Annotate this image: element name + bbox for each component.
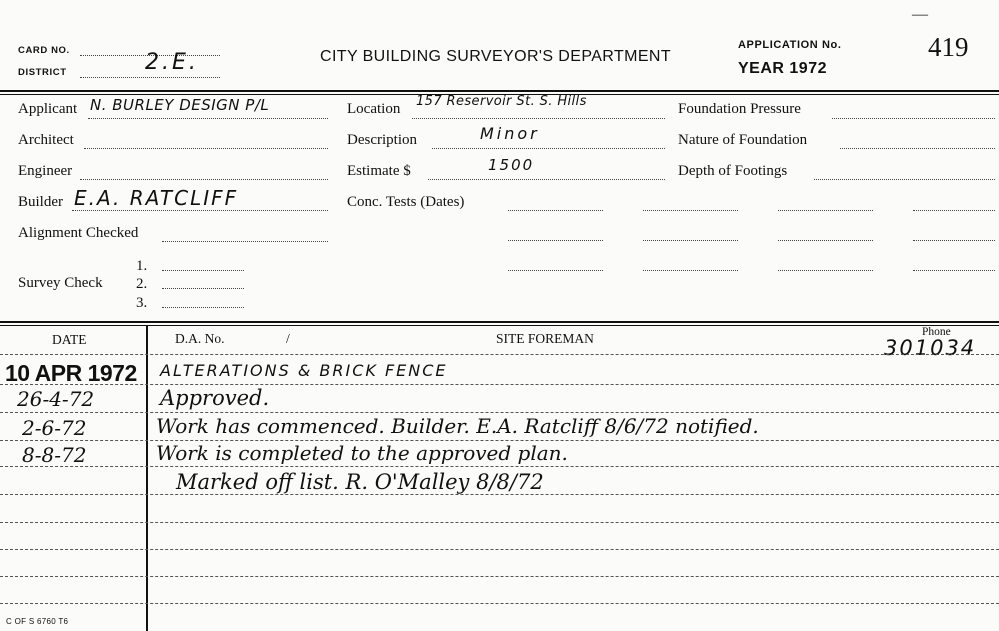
alignment-label: Alignment Checked [18,225,139,241]
engineer-label: Engineer [18,163,73,179]
builder-label: Builder [18,194,63,210]
nature-foundation-label: Nature of Foundation [678,132,808,148]
entry-text-2: Approved. [160,386,270,410]
phone-label: Phone [922,326,951,338]
table-row-rule-5 [0,494,999,495]
depth-footings-label: Depth of Footings [678,163,788,179]
entry-date-2: 26-4-72 [17,387,95,411]
estimate-value: 1500 [488,156,535,174]
table-row-rule-4 [0,466,999,467]
conc-test-r2c1[interactable] [508,240,603,241]
year-label: YEAR 1972 [738,60,827,77]
table-divider-thin [0,325,999,326]
department-title: CITY BUILDING SURVEYOR'S DEPARTMENT [320,48,672,65]
phone-value: 301034 [884,336,977,360]
description-field[interactable] [432,148,665,149]
application-label: APPLICATION No. [738,39,842,51]
district-label: DISTRICT [18,67,67,78]
table-row-rule-7 [0,549,999,550]
date-column-rule [146,326,148,631]
applicant-label: Applicant [18,101,78,117]
conc-test-r3c1[interactable] [508,270,603,271]
table-divider [0,321,999,323]
engineer-field[interactable] [80,179,328,180]
date-header: DATE [52,332,87,347]
foundation-pressure-label: Foundation Pressure [678,101,801,117]
conc-tests-label: Conc. Tests (Dates) [347,194,465,210]
location-field[interactable] [412,118,665,119]
depth-footings-field[interactable] [814,179,995,180]
applicant-value: N. BURLEY DESIGN P/L [90,96,270,114]
foundation-pressure-field[interactable] [832,118,995,119]
entry-text-5: Marked off list. R. O'Malley 8/8/72 [176,470,544,494]
application-dash: — [912,6,928,23]
da-header: D.A. No. [175,331,225,346]
conc-test-r1c2[interactable] [643,210,738,211]
table-row-rule-9 [0,603,999,604]
entry-date-1: 10 APR 1972 [5,360,137,386]
description-label: Description [347,132,417,148]
form-code: C OF S 6760 T6 [6,617,69,626]
application-number: 419 [928,32,969,62]
conc-test-r1c3[interactable] [778,210,873,211]
conc-test-r1c4[interactable] [913,210,995,211]
architect-field[interactable] [84,148,328,149]
builder-field[interactable] [72,210,328,211]
survey-field-2[interactable] [162,288,244,289]
conc-test-r3c2[interactable] [643,270,738,271]
table-row-rule-6 [0,522,999,523]
survey-field-1[interactable] [162,270,244,271]
location-label: Location [347,101,401,117]
table-header-rule [0,354,999,355]
header-divider [0,90,999,92]
entry-text-1: ALTERATIONS & BRICK FENCE [160,361,448,380]
survey-item-2: 2. [136,276,148,292]
description-value: Minor [480,124,540,143]
table-row-rule-1 [0,384,999,385]
table-row-rule-8 [0,576,999,577]
card-no-label: CARD NO. [18,45,70,56]
site-foreman-header: SITE FOREMAN [496,331,594,346]
table-row-rule-2 [0,412,999,413]
conc-test-r2c4[interactable] [913,240,995,241]
builder-value: E.A. RATCLIFF [74,186,239,210]
applicant-field[interactable] [88,118,328,119]
conc-test-r2c3[interactable] [778,240,873,241]
entry-date-3: 2-6-72 [22,416,87,440]
survey-item-1: 1. [136,258,148,274]
district-field[interactable] [80,77,220,78]
district-value: 2.E. [145,50,199,75]
nature-foundation-field[interactable] [840,148,995,149]
alignment-field[interactable] [162,241,328,242]
estimate-label: Estimate $ [347,163,411,179]
conc-test-r3c4[interactable] [913,270,995,271]
survey-field-3[interactable] [162,307,244,308]
estimate-field[interactable] [428,179,665,180]
da-slash: / [286,331,290,346]
location-value: 157 Reservoir St. S. Hills [416,94,587,109]
architect-label: Architect [18,132,74,148]
conc-test-r3c3[interactable] [778,270,873,271]
entry-text-4: Work is completed to the approved plan. [156,441,568,465]
survey-item-3: 3. [136,295,148,311]
survey-check-label: Survey Check [18,275,103,291]
entry-text-3: Work has commenced. Builder. E.A. Ratcliff 8/6/72 notified. [156,414,759,438]
conc-test-r2c2[interactable] [643,240,738,241]
entry-date-4: 8-8-72 [22,443,87,467]
conc-test-r1c1[interactable] [508,210,603,211]
